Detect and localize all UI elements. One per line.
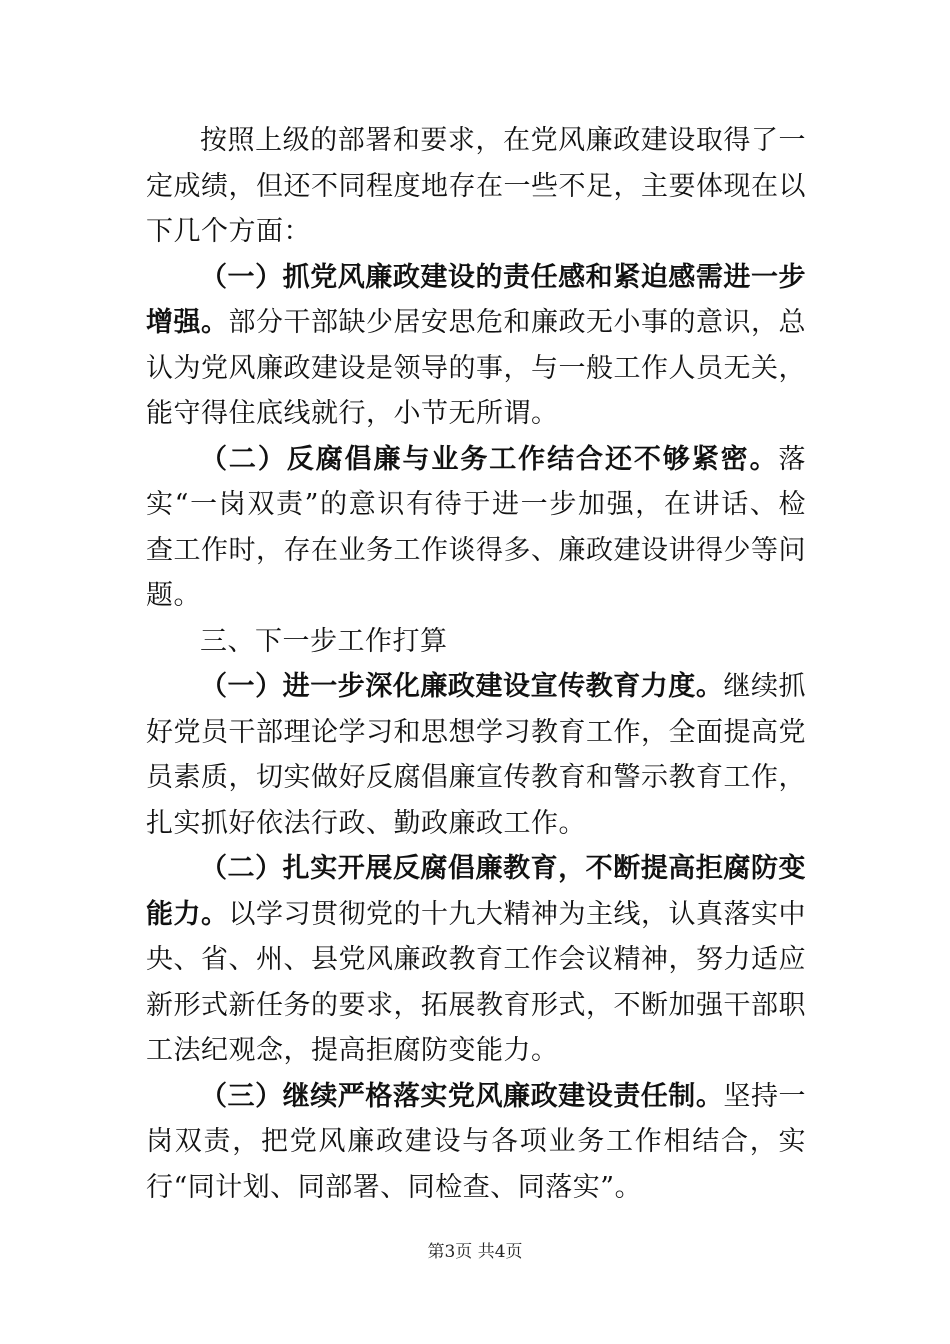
paragraph-text: 落实“一岗双责”的意识有待于进一步加强，在讲话、检查工作时，存在业务工作谈得多、廉政建设讲得少等问题。: [146, 443, 806, 611]
paragraph-lead: （三）继续严格落实党风廉政建设责任制。: [200, 1080, 724, 1112]
paragraph-text: 以学习贯彻党的十九大精神为主线，认真落实中央、省、州、县党风廉政教育工作会议精神，努力适应新形式新任务的要求，拓展教育形式，不断加强干部职工法纪观念，提高拒腐防变能力。: [146, 898, 806, 1066]
paragraph-text: 继续抓好党员干部理论学习和思想学习教育工作，全面提高党员素质，切实做好反腐倡廉宣传教育和警示教育工作，扎实抓好依法行政、勤政廉政工作。: [146, 671, 807, 839]
paragraph-plan-2: [146, 846, 806, 1074]
paragraph-text: 坚持一岗双责，把党风廉政建设与各项业务工作相结合，实行“同计划、同部署、同检查、同落实”。: [146, 1080, 807, 1203]
paragraph-lead: （二）扎实开展反腐倡廉教育，不断提高拒腐防变能力。: [146, 853, 806, 930]
paragraph-issue-2: [146, 437, 806, 619]
section-heading-text: 三、下一步工作打算: [200, 625, 448, 657]
paragraph-lead: （二）反腐倡廉与业务工作结合还不够紧密。: [200, 443, 779, 475]
page-number-label: 第3页 共4页: [427, 1242, 523, 1262]
paragraph-plan-1: [146, 664, 806, 846]
page-footer: [0, 1237, 950, 1262]
paragraph-lead: （一）进一步深化廉政建设宣传教育力度。: [200, 671, 724, 702]
paragraph-text: 部分干部缺少居安思危和廉政无小事的意识，总认为党风廉政建设是领导的事，与一般工作人员无关，能守得住底线就行，小节无所谓。: [146, 307, 806, 429]
paragraph-plan-3: [146, 1074, 806, 1211]
paragraph-issue-1: [146, 255, 806, 437]
document-body: [146, 118, 806, 1210]
paragraph-intro: [146, 118, 806, 255]
paragraph-lead: （一）抓党风廉政建设的责任感和紧迫感需进一步增强。: [146, 261, 806, 338]
paragraph-text: 按照上级的部署和要求，在党风廉政建设取得了一定成绩，但还不同程度地存在一些不足，主要体现在以下几个方面：: [146, 125, 806, 247]
section-heading: [146, 619, 806, 665]
